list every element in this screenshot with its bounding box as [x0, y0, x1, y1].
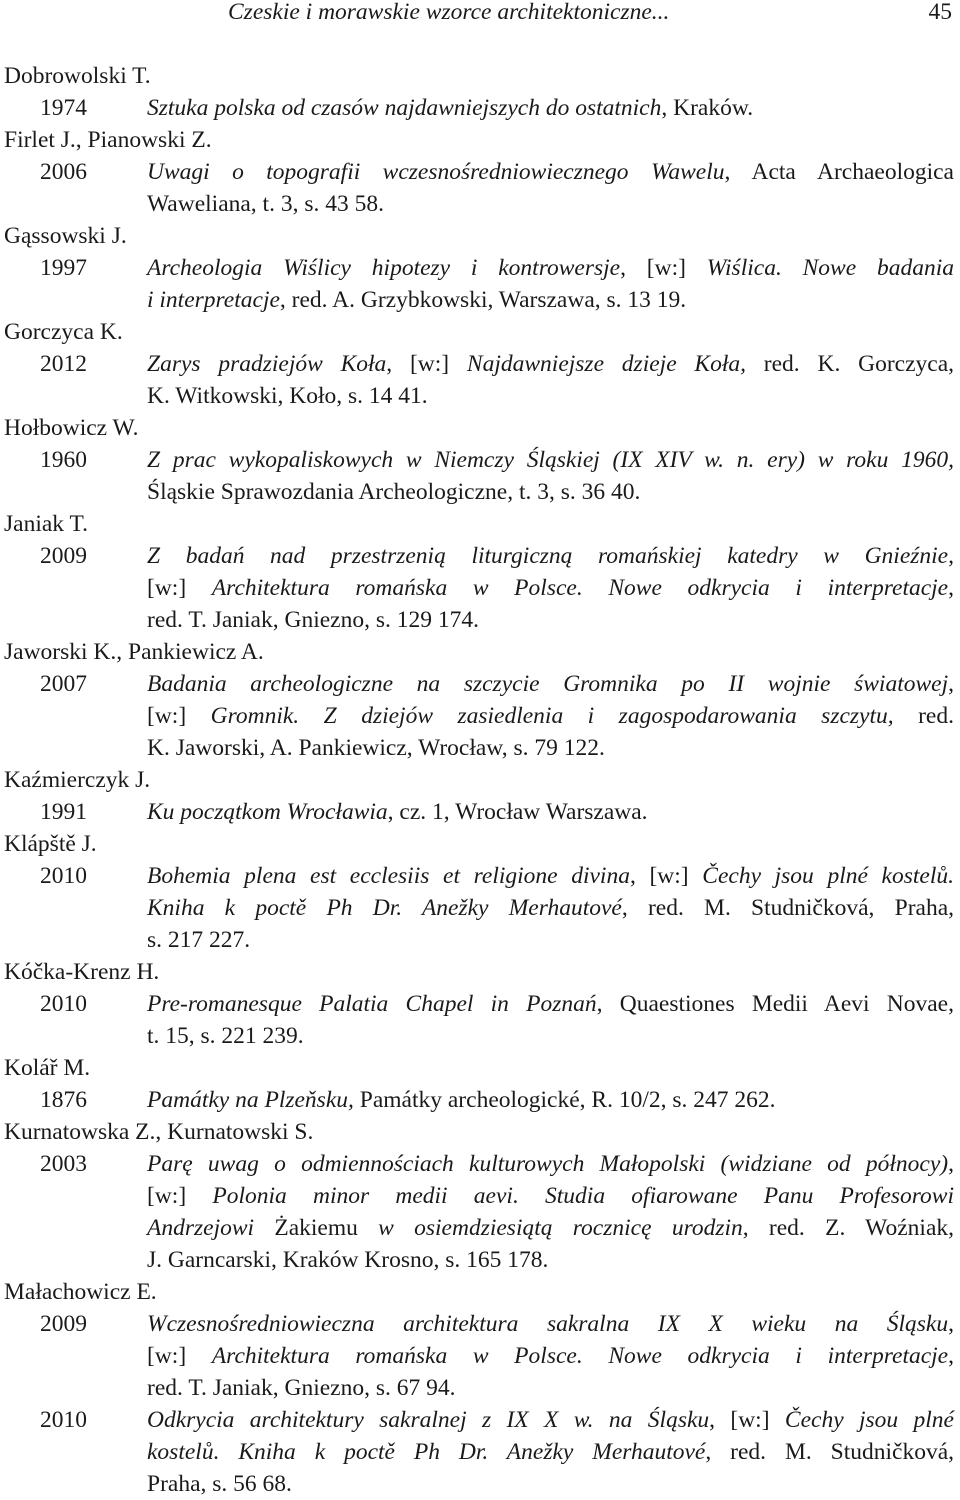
bib-author: Gąssowski J. [4, 223, 127, 249]
bib-author: Małachowicz E. [4, 1279, 157, 1305]
page-number: 45 [928, 0, 952, 25]
bib-text-segment: Wiślica. Nowe badania [706, 255, 954, 281]
bib-text-segment: Ku początkom Wrocławia [147, 799, 388, 825]
bib-text-segment: Waweliana, t. 3, s. 43 58. [147, 191, 384, 217]
bib-text-segment: , [w:] [709, 1407, 785, 1433]
bib-entry-line [0, 796, 960, 828]
bib-entry-line [0, 156, 960, 188]
bib-author-line [0, 316, 960, 348]
bib-author-line [0, 1116, 960, 1148]
bib-entry-line [0, 988, 960, 1020]
bib-text-segment: Andrzejowi [147, 1215, 275, 1241]
bib-author: Kaźmierczyk J. [4, 767, 151, 793]
bib-year: 2009 [40, 543, 87, 569]
bib-entry-text [147, 604, 479, 636]
bib-text-segment: red. T. Janiak, Gniezno, s. 67 94. [147, 1375, 456, 1401]
bib-entry-text [147, 92, 753, 124]
bib-entry-text [147, 380, 428, 412]
bib-text-segment: , red. A. Grzybkowski, Warszawa, s. 13 19. [279, 287, 687, 313]
bib-entry-text [147, 1148, 954, 1180]
bib-author-line [0, 764, 960, 796]
bib-entry-text [147, 796, 648, 828]
bib-text-segment: s. 217 227. [147, 927, 251, 953]
bib-entry-line [0, 1404, 960, 1436]
bib-text-segment: , [948, 1311, 954, 1337]
bib-entry-line [0, 348, 960, 380]
bib-entry-text [147, 1372, 455, 1404]
bib-text-segment: Praha, s. 56 68. [147, 1471, 292, 1497]
bib-entry-line [0, 380, 960, 412]
bib-text-segment: , [w:] [629, 863, 703, 889]
bib-text-segment: Pre-romanesque Palatia Chapel in Poznań [147, 991, 597, 1017]
bib-year: 2010 [40, 863, 87, 889]
bib-entry-line [0, 572, 960, 604]
bib-text-segment: [w:] [147, 575, 212, 601]
bib-entry-text [147, 1084, 776, 1116]
bib-entry-line [0, 1340, 960, 1372]
bib-author: Kóčka-Krenz H. [4, 959, 160, 985]
bib-year: 1991 [40, 799, 87, 825]
bib-text-segment: Sztuka polska od czasów najdawniejszych do ostatnich [147, 95, 662, 121]
bib-year: 1997 [40, 255, 87, 281]
bib-text-segment: t. 15, s. 221 239. [147, 1023, 304, 1049]
running-title: Czeskie i morawskie wzorce architektoniczne... [228, 0, 670, 25]
bib-text-segment: Čechy jsou plné [784, 1407, 954, 1433]
bib-text-segment: , red. M. Studničková, Praha, [621, 895, 955, 921]
bib-text-segment: K. Witkowski, Koło, s. 14 41. [147, 383, 428, 409]
bib-author-line [0, 1052, 960, 1084]
bib-text-segment: , cz. 1, Wrocław Warszawa. [387, 799, 648, 825]
bib-text-segment: kostelů. Kniha k poctě Ph Dr. Anežky Merhautové [147, 1439, 706, 1465]
bib-year: 2003 [40, 1151, 87, 1177]
bib-text-segment: red. T. Janiak, Gniezno, s. 129 174. [147, 607, 479, 633]
bib-entry-line [0, 1180, 960, 1212]
bib-author-line [0, 828, 960, 860]
bib-year: 1974 [40, 95, 87, 121]
bib-text-segment: Parę uwag o odmiennościach kulturowych Małopolski (widziane od północy) [147, 1151, 949, 1177]
bib-text-segment: , [948, 671, 954, 697]
bib-entry-line [0, 668, 960, 700]
bib-entry-text [147, 1468, 292, 1500]
bib-entry-text [147, 348, 954, 380]
bib-entry-line [0, 1084, 960, 1116]
bib-entry-text [147, 476, 640, 508]
bibliography-list [0, 60, 960, 1500]
bib-text-segment: w osiemdziesiątą rocznicę urodzin [357, 1215, 743, 1241]
bib-text-segment: Najdawniejsze dzieje Koła, [466, 351, 746, 377]
bib-entry-line [0, 444, 960, 476]
bib-year: 2010 [40, 991, 87, 1017]
bib-text-segment: Badania archeologiczne na szczycie Gromnika po II wojnie światowej [147, 671, 949, 697]
bib-text-segment: , Acta Archaeologica [724, 159, 954, 185]
bib-text-segment: , [w:] [620, 255, 707, 281]
bib-text-segment: , Quaestiones Medii Aevi Novae, [596, 991, 954, 1017]
bib-author: Gorczyca K. [4, 319, 123, 345]
bib-year: 2009 [40, 1311, 87, 1337]
bib-year: 2012 [40, 351, 87, 377]
bib-entry-text [147, 732, 605, 764]
bib-text-segment: Archeologia Wiślicy hipotezy i kontrowersje [147, 255, 621, 281]
bib-entry-line [0, 92, 960, 124]
bib-entry-line [0, 1308, 960, 1340]
bib-author-line [0, 412, 960, 444]
bib-text-segment: , [948, 575, 954, 601]
bib-entry-line [0, 604, 960, 636]
bib-entry-line [0, 892, 960, 924]
bib-entry-text [147, 252, 954, 284]
bib-text-segment: Kniha k poctě Ph Dr. Anežky Merhautové [147, 895, 622, 921]
bib-author: Firlet J., Pianowski Z. [4, 127, 212, 153]
bib-entry-line [0, 924, 960, 956]
bib-text-segment: Polonia minor medii aevi. Studia ofiarowane Panu Profesorowi [212, 1183, 954, 1209]
bib-author-line [0, 1276, 960, 1308]
bib-text-segment: , [948, 1151, 954, 1177]
bib-year: 2007 [40, 671, 87, 697]
bib-author-line [0, 956, 960, 988]
bib-entry-line [0, 252, 960, 284]
bib-text-segment: Odkrycia architektury sakralnej z IX X w. na Śląsku [147, 1407, 710, 1433]
bib-entry-text [147, 540, 954, 572]
bib-entry-line [0, 732, 960, 764]
bib-text-segment: Čechy jsou plné kostelů. [702, 863, 954, 889]
bib-entry-text [147, 1436, 954, 1468]
bib-entry-line [0, 700, 960, 732]
bib-entry-text [147, 892, 954, 924]
bib-text-segment: , red. M. Studničková, [705, 1439, 955, 1465]
bib-entry-text [147, 668, 954, 700]
bib-text-segment: , red. Z. Woźniak, [742, 1215, 954, 1241]
bib-entry-text [147, 1180, 954, 1212]
bib-author: Klápště J. [4, 831, 97, 857]
bib-text-segment: Bohemia plena est ecclesiis et religione divina [147, 863, 630, 889]
bib-author: Kolář M. [4, 1055, 91, 1081]
bib-entry-line [0, 1436, 960, 1468]
bib-entry-text [147, 1212, 954, 1244]
running-header [0, 0, 960, 30]
bib-entry-line [0, 476, 960, 508]
bib-text-segment: , [w:] [386, 351, 467, 377]
bib-year: 1876 [40, 1087, 87, 1113]
bib-author: Jaworski K., Pankiewicz A. [4, 639, 264, 665]
bib-text-segment: i interpretacje [147, 287, 280, 313]
bib-entry-line [0, 1372, 960, 1404]
bib-entry-text [147, 860, 954, 892]
bib-entry-line [0, 1244, 960, 1276]
bib-entry-line [0, 1212, 960, 1244]
bib-text-segment: Památky na Plzeňsku, [147, 1087, 354, 1113]
bib-entry-text [147, 188, 384, 220]
bib-text-segment: Żakiemu [274, 1215, 358, 1241]
bib-text-segment: [w:] [147, 703, 211, 729]
bib-year: 2010 [40, 1407, 87, 1433]
bib-entry-text [147, 156, 954, 188]
bib-author-line [0, 220, 960, 252]
bib-text-segment: red. K. Gorczyca, [746, 351, 955, 377]
bib-text-segment: Architektura romańska w Polsce. Nowe odkrycia i interpretacje [211, 1343, 949, 1369]
bib-entry-text [147, 1244, 548, 1276]
bib-text-segment: Gromnik. Z dziejów zasiedlenia i zagospodarowania szczytu, [210, 703, 894, 729]
bib-author: Dobrowolski T. [4, 63, 151, 89]
bib-text-segment: red. [893, 703, 954, 729]
bib-text-segment: Śląskie Sprawozdania Archeologiczne, t. 3, s. 36 40. [147, 479, 641, 505]
bib-entry-text [147, 924, 250, 956]
bib-text-segment: [w:] [147, 1183, 213, 1209]
bib-text-segment: , Kraków. [661, 95, 754, 121]
bib-year: 2006 [40, 159, 87, 185]
bib-author: Janiak T. [4, 511, 88, 537]
bib-entry-text [147, 444, 954, 476]
bib-entry-line [0, 1020, 960, 1052]
bib-text-segment: [w:] [147, 1343, 212, 1369]
bib-author: Kurnatowska Z., Kurnatowski S. [4, 1119, 314, 1145]
bib-entry-text [147, 988, 954, 1020]
bib-text-segment: Architektura romańska w Polsce. Nowe odkrycia i interpretacje [211, 575, 949, 601]
bib-text-segment: Zarys pradziejów Koła [147, 351, 387, 377]
bib-entry-text [147, 1308, 954, 1340]
bib-entry-text [147, 572, 954, 604]
bib-entry-line [0, 1468, 960, 1500]
bib-text-segment: Památky archeologické, R. 10/2, s. 247 262. [353, 1087, 776, 1113]
bib-entry-line [0, 188, 960, 220]
bib-author-line [0, 508, 960, 540]
bib-entry-text [147, 700, 954, 732]
bib-entry-text [147, 1404, 954, 1436]
bib-text-segment: , [948, 1343, 954, 1369]
bib-text-segment: K. Jaworski, A. Pankiewicz, Wrocław, s. 79 122. [147, 735, 605, 761]
bib-text-segment: Wczesnośredniowieczna architektura sakralna IX X wieku na Śląsku [147, 1311, 949, 1337]
bib-text-segment: Z badań nad przestrzenią liturgiczną romańskiej katedry w Gnieźnie, [147, 543, 954, 569]
bib-entry-text [147, 1340, 954, 1372]
bib-year: 1960 [40, 447, 87, 473]
bib-text-segment: J. Garncarski, Kraków Krosno, s. 165 178. [147, 1247, 549, 1273]
bib-text-segment: Z prac wykopaliskowych w Niemczy Śląskiej (IX XIV w. n. ery) w roku 1960, [147, 447, 954, 473]
bib-author-line [0, 60, 960, 92]
bib-entry-text [147, 284, 686, 316]
bib-entry-line [0, 284, 960, 316]
bib-entry-line [0, 1148, 960, 1180]
bib-author: Hołbowicz W. [4, 415, 139, 441]
bib-text-segment: Uwagi o topografii wczesnośredniowiecznego Wawelu [147, 159, 725, 185]
bib-entry-line [0, 860, 960, 892]
bib-author-line [0, 124, 960, 156]
bib-entry-text [147, 1020, 304, 1052]
bib-entry-line [0, 540, 960, 572]
bib-author-line [0, 636, 960, 668]
